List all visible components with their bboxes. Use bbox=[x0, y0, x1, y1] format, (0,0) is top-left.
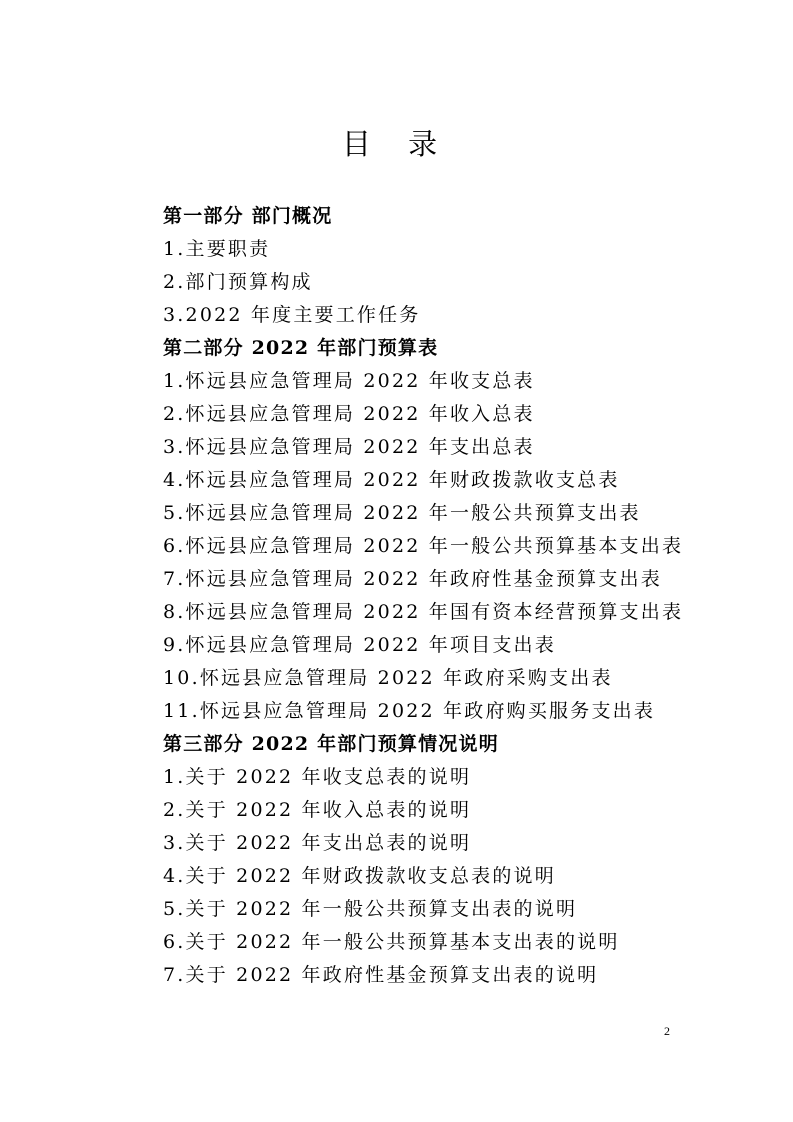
toc-item: 1.怀远县应急管理局 2022 年收支总表 bbox=[163, 370, 535, 392]
toc-item: 8.怀远县应急管理局 2022 年国有资本经营预算支出表 bbox=[163, 601, 684, 623]
toc-item: 4.关于 2022 年财政拨款收支总表的说明 bbox=[163, 865, 556, 887]
toc-item: 6.怀远县应急管理局 2022 年一般公共预算基本支出表 bbox=[163, 535, 684, 557]
toc-item: 11.怀远县应急管理局 2022 年政府购买服务支出表 bbox=[163, 700, 656, 722]
toc-item: 2.怀远县应急管理局 2022 年收入总表 bbox=[163, 403, 535, 425]
toc-section-heading: 第二部分 2022 年部门预算表 bbox=[163, 337, 439, 359]
toc-item: 7.关于 2022 年政府性基金预算支出表的说明 bbox=[163, 964, 599, 986]
toc-section-heading: 第一部分 部门概况 bbox=[163, 205, 333, 227]
toc-item: 3.2022 年度主要工作任务 bbox=[163, 304, 421, 326]
toc-item: 1.关于 2022 年收支总表的说明 bbox=[163, 766, 472, 788]
toc-item: 3.怀远县应急管理局 2022 年支出总表 bbox=[163, 436, 535, 458]
toc-item: 2.部门预算构成 bbox=[163, 271, 313, 293]
toc-item: 5.关于 2022 年一般公共预算支出表的说明 bbox=[163, 898, 578, 920]
toc-item: 4.怀远县应急管理局 2022 年财政拨款收支总表 bbox=[163, 469, 620, 491]
page-number: 2 bbox=[664, 1024, 670, 1038]
toc-item: 2.关于 2022 年收入总表的说明 bbox=[163, 799, 472, 821]
toc-item: 7.怀远县应急管理局 2022 年政府性基金预算支出表 bbox=[163, 568, 662, 590]
toc-section-heading: 第三部分 2022 年部门预算情况说明 bbox=[163, 733, 499, 755]
toc-item: 5.怀远县应急管理局 2022 年一般公共预算支出表 bbox=[163, 502, 641, 524]
toc-item: 3.关于 2022 年支出总表的说明 bbox=[163, 832, 472, 854]
page-title: 目 录 bbox=[341, 127, 452, 161]
table-of-contents bbox=[163, 200, 723, 992]
toc-item: 1.主要职责 bbox=[163, 238, 271, 260]
toc-item: 9.怀远县应急管理局 2022 年项目支出表 bbox=[163, 634, 556, 656]
toc-item: 10.怀远县应急管理局 2022 年政府采购支出表 bbox=[163, 667, 613, 689]
toc-item: 6.关于 2022 年一般公共预算基本支出表的说明 bbox=[163, 931, 620, 953]
